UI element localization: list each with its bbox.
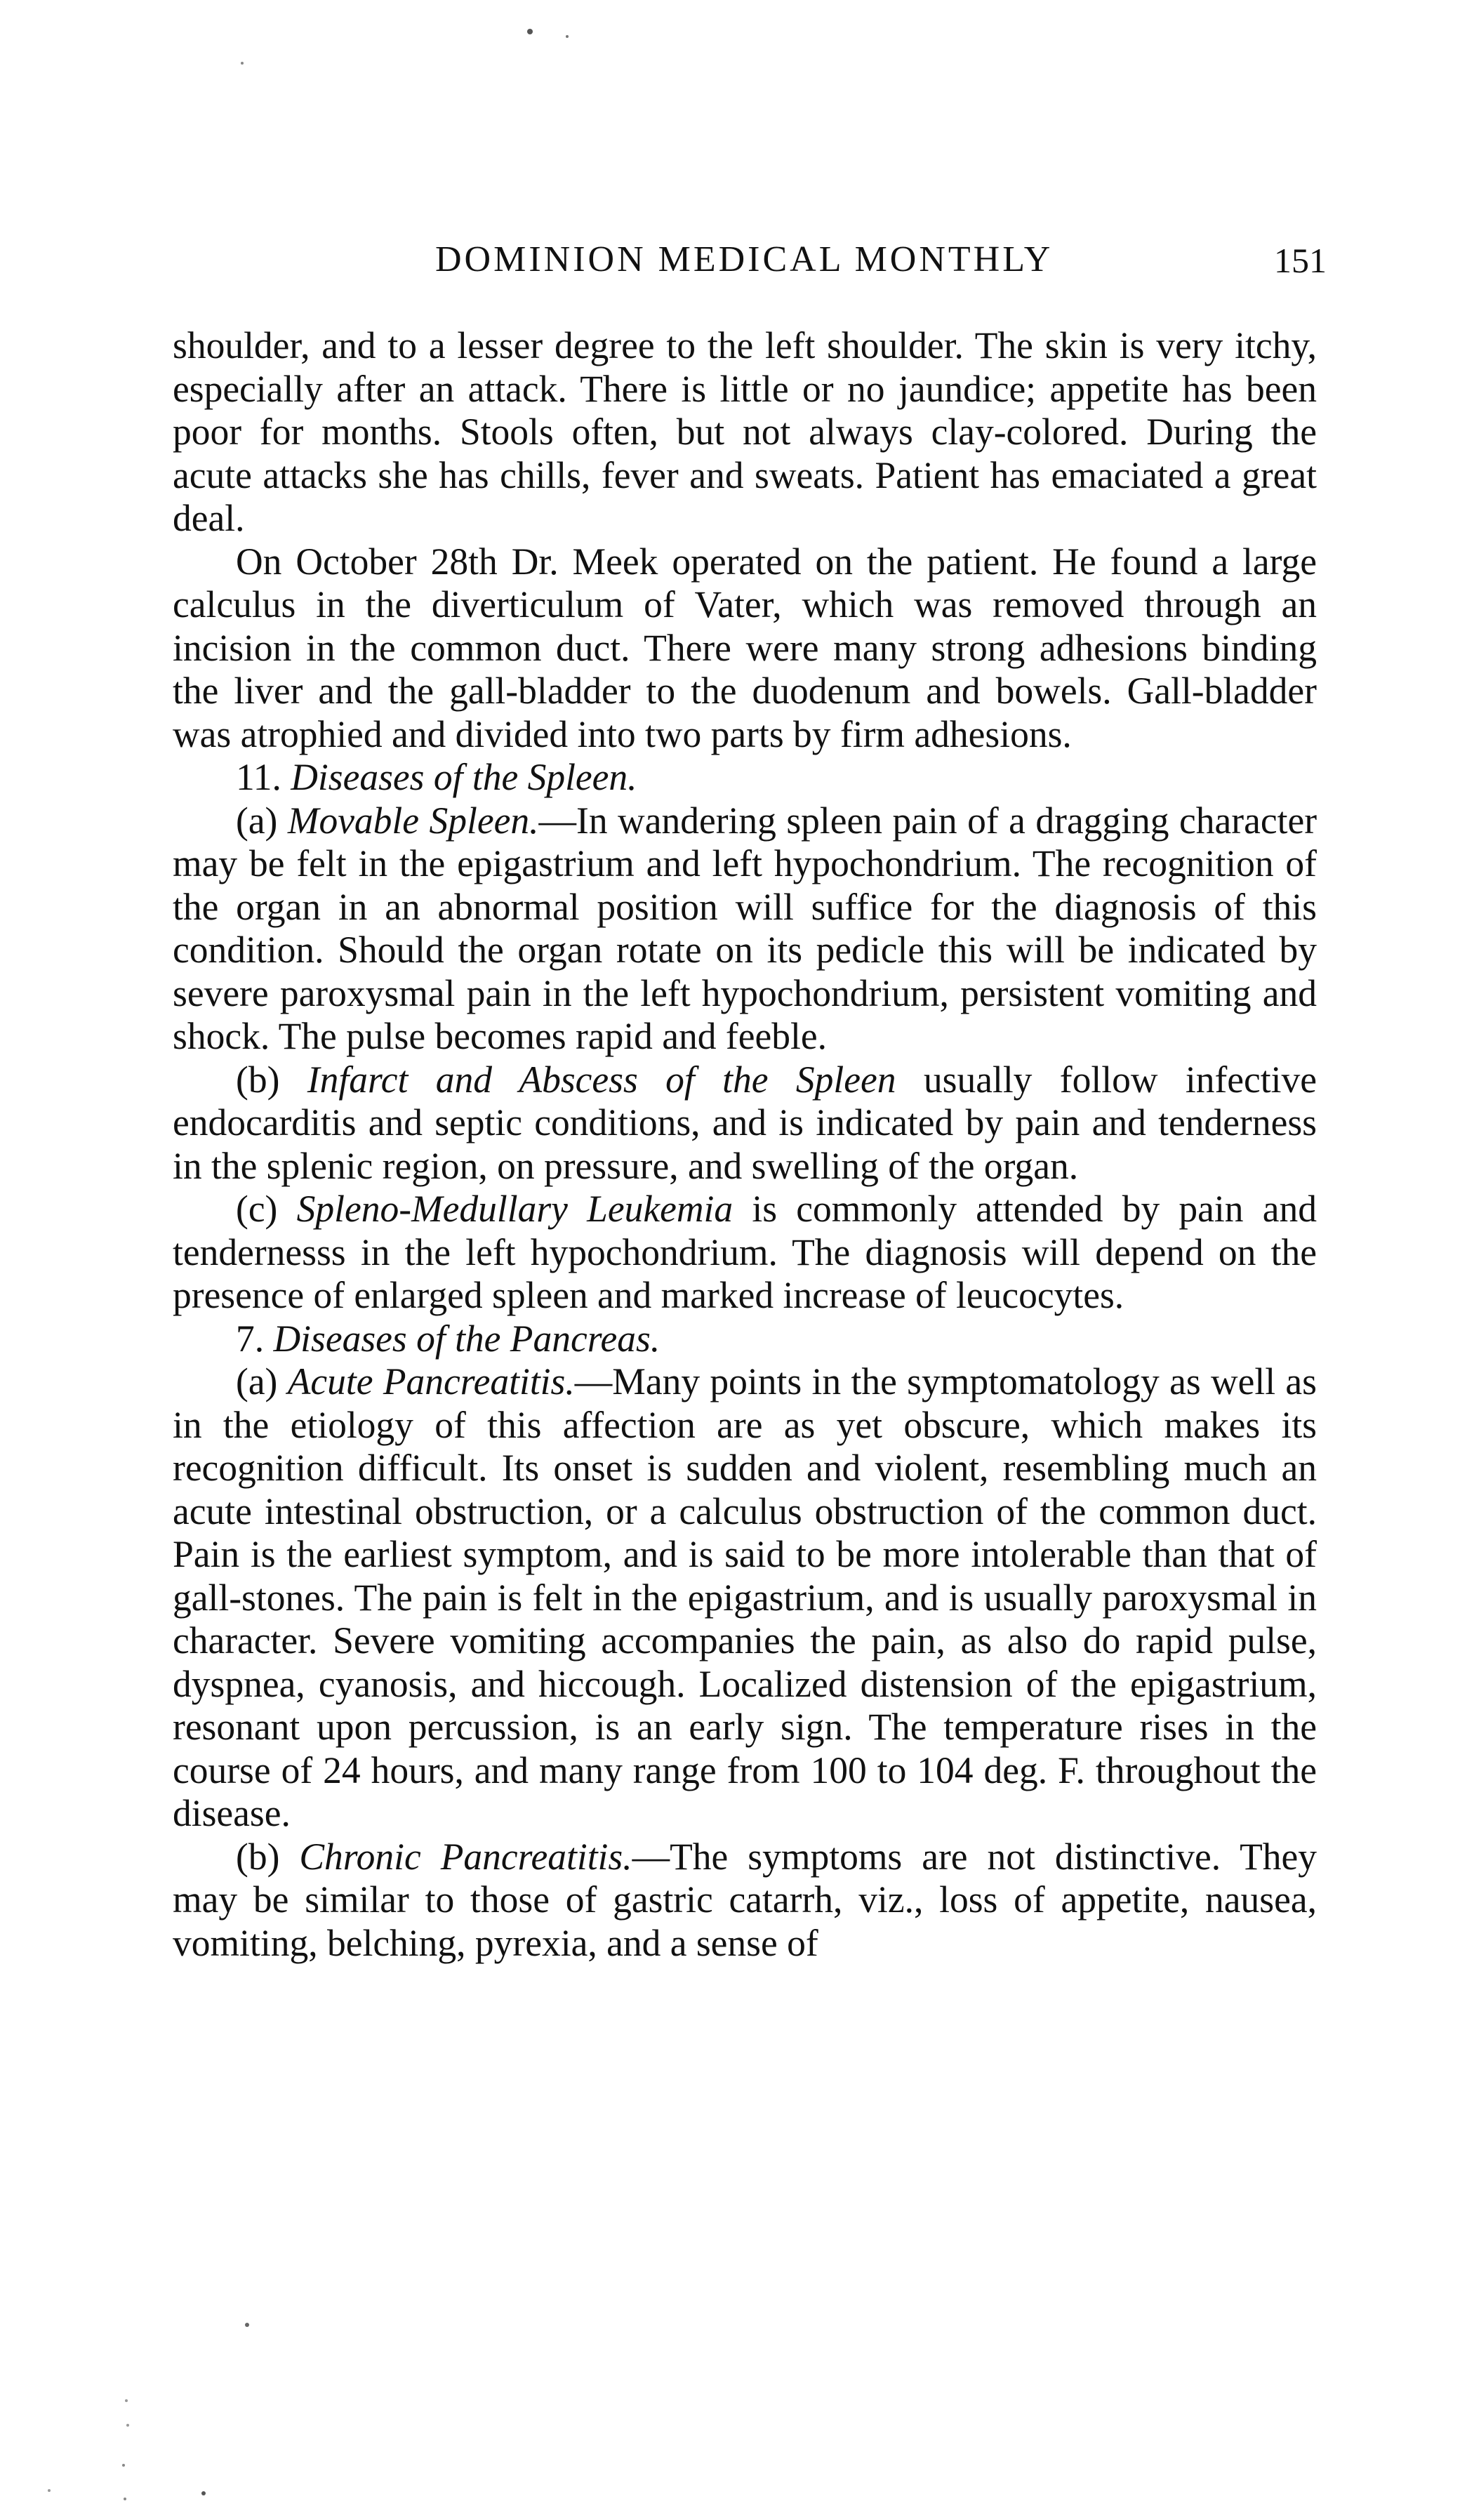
item-title: Infarct and Abscess of the Spleen	[307, 1058, 896, 1101]
paragraph-spleno-medullary-leukemia	[173, 1188, 1317, 1318]
paragraph-infarct-abscess	[173, 1059, 1317, 1188]
article-body	[173, 324, 1317, 1965]
item-text: usually follow infective endocarditis and septic conditions, and is indicated by pain and tenderness in the splenic region, on pressure, and swelling of the organ.	[173, 1058, 1317, 1187]
item-title: Chronic Pancreatitis.	[299, 1835, 632, 1878]
item-text: —Many points in the symptomatology as well as in the etiology of this affection are as yet obscure, which makes its recognition difficult. Its onset is sudden and violent, resembling much an acute intestinal obstruction, or a calculus obstruction of the common duct. Pain is the earliest symptom, and is said to be more intolerable than that of gall-stones. The pain is felt in the epigastrium, and is usually paroxysmal in character. Severe vomiting accompanies the pain, as also do rapid pulse, dyspnea, cyanosis, and hiccough. Localized distension of the epigastrium, resonant upon percussion, is an early sign. The temperature rises in the course of 24 hours, and many range from 100 to 104 deg. F. throughout the disease.	[173, 1360, 1317, 1834]
scan-speck	[124, 2498, 126, 2500]
scan-speck	[48, 2489, 51, 2492]
item-label: (b)	[236, 1835, 280, 1878]
paragraph-acute-pancreatitis	[173, 1360, 1317, 1836]
item-text: —In wandering spleen pain of a dragging character may be felt in the epigastrium and left hypochondrium. The recognition of the organ in an abnormal position will suffice for the diagnosis of this condition. Should the organ rotate on its pedicle this will be indicated by severe paroxysmal pain in the left hypochondrium, persistent vomiting and shock. The pulse becomes rapid and feeble.	[173, 799, 1317, 1057]
item-title: Movable Spleen.	[287, 799, 539, 842]
scan-speck	[122, 2464, 125, 2467]
item-title: Spleno-Medullary Leukemia	[296, 1188, 734, 1230]
scan-speck	[125, 2399, 128, 2402]
item-label: (c)	[236, 1188, 278, 1230]
item-label: (b)	[236, 1058, 280, 1101]
section-title: Diseases of the Pancreas.	[273, 1317, 661, 1360]
paragraph-case-continued: shoulder, and to a lesser degree to the left shoulder. The skin is very itchy, especially after an attack. There is little or no jaundice; appetite has been poor for months. Stools often, but not always clay-colored. During the acute attacks she has chills, fever and sweats. Patient has emaciated a great deal.	[173, 324, 1317, 539]
scan-speck	[126, 2424, 129, 2427]
item-label: (a)	[236, 799, 278, 842]
scan-speck	[201, 2491, 206, 2495]
section-heading-pancreas	[173, 1318, 1317, 1361]
scan-speck	[241, 62, 244, 65]
paragraph-movable-spleen	[173, 800, 1317, 1059]
section-number: 11.	[236, 756, 281, 798]
item-text: is commonly attended by pain and tendernesss in the left hypochondrium. The diagnosis will depend on the presence of enlarged spleen and marked increase of leucocytes.	[173, 1188, 1317, 1316]
running-head	[168, 239, 1327, 295]
item-label: (a)	[236, 1360, 278, 1402]
scan-speck	[527, 29, 533, 34]
section-title: Diseases of the Spleen.	[291, 756, 637, 798]
item-title: Acute Pancreatitis.	[287, 1360, 575, 1402]
item-text: —The symptoms are not distinctive. They may be similar to those of gastric catarrh, viz., loss of appetite, nausea, vomiting, belching, pyrexia, and a sense of	[173, 1835, 1317, 1964]
page-number: 151	[1274, 241, 1327, 280]
section-number: 7.	[236, 1317, 265, 1360]
section-heading-spleen	[173, 756, 1317, 800]
scan-speck	[566, 35, 569, 38]
paragraph-operation: On October 28th Dr. Meek operated on the patient. He found a large calculus in the diverticulum of Vater, which was removed through an incision in the common duct. There were many strong adhesions binding the liver and the gall-bladder to the duodenum and bowels. Gall-bladder was atrophied and divided into two parts by firm adhesions.	[173, 540, 1317, 755]
paragraph-chronic-pancreatitis	[173, 1836, 1317, 1965]
scan-speck	[245, 2323, 249, 2327]
journal-title: DOMINION MEDICAL MONTHLY	[435, 239, 1054, 279]
